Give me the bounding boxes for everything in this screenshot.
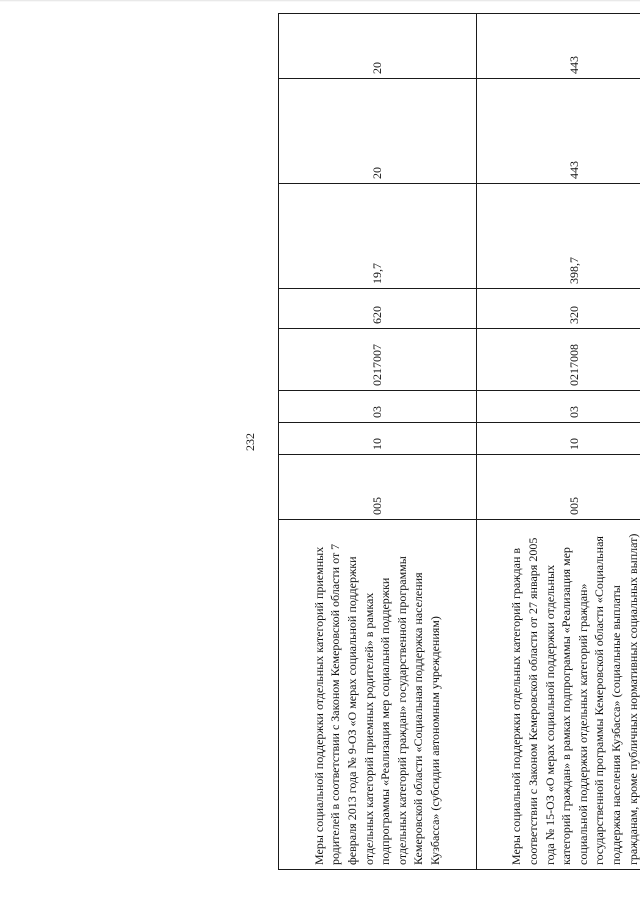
subsection-code: 03 <box>279 391 477 423</box>
amount-year-3: 443 <box>476 14 640 79</box>
amount-year-2: 20 <box>279 79 477 184</box>
section-code: 10 <box>476 423 640 455</box>
expense-type-code: 320 <box>476 289 640 329</box>
table-row <box>476 14 640 870</box>
amount-year-1: 398,7 <box>476 184 640 289</box>
target-article-code: 0217008 <box>476 329 640 391</box>
amount-year-2: 443 <box>476 79 640 184</box>
table-row <box>279 14 477 870</box>
budget-table <box>278 13 640 870</box>
row-description: Меры социальной поддержки отдельных категорий граждан в соответствии с Законом Кемеровской области от 27 января 2005 года № 15-ОЗ «О мерах социальной поддержки отдельных категорий граждан» в рамках подпрограммы «Реализация мер социальной поддержки отдельных категорий граждан» государственной программы Кемеровской области «Социальная поддержка населения Кузбасса» (социальные выплаты гражданам, кроме публичных нормативных социальных выплат) <box>476 520 640 870</box>
page-number: 232 <box>243 433 257 451</box>
subsection-code: 03 <box>476 391 640 423</box>
row-description: Меры социальной поддержки отдельных категорий приемных родителей в соответствии с Законом Кемеровской области от 7 февраля 2013 года № 9-ОЗ «О мерах социальной поддержки отдельных категорий приемных родителей» в рамках подпрограммы «Реализация мер социальной поддержки отдельных категорий граждан» государственной программы Кемеровской области «Социальная поддержка населения Кузбасса» (субсидии автономным учреждениям) <box>279 520 477 870</box>
target-article-code: 0217007 <box>279 329 477 391</box>
amount-year-3: 20 <box>279 14 477 79</box>
amount-year-1: 19,7 <box>279 184 477 289</box>
rotated-sheet <box>238 14 640 870</box>
expense-type-code: 620 <box>279 289 477 329</box>
ministry-code: 005 <box>279 455 477 520</box>
section-code: 10 <box>279 423 477 455</box>
ministry-code: 005 <box>476 455 640 520</box>
scan-edge <box>0 0 640 2</box>
